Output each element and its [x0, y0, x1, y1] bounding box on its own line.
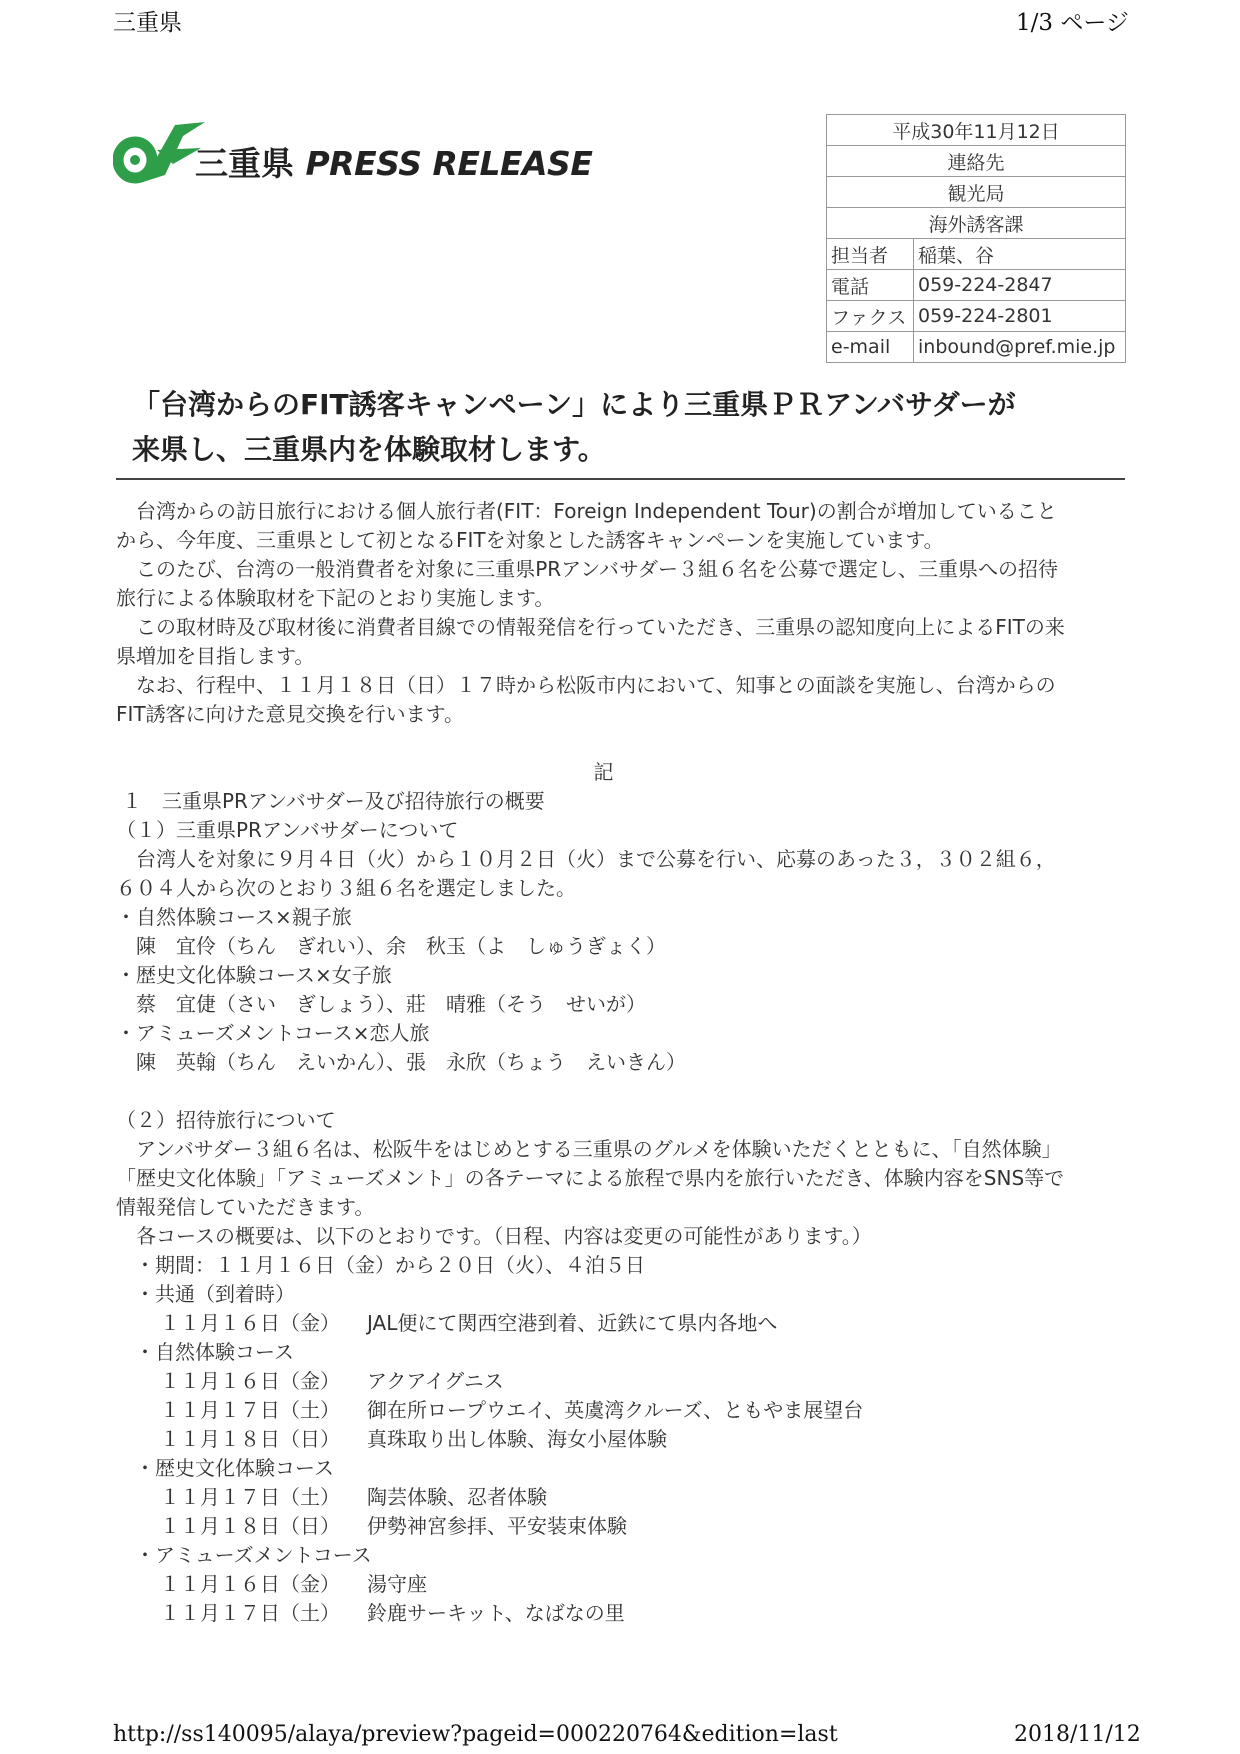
ki-heading: 記	[593, 760, 614, 784]
schedule-item	[116, 1425, 1131, 1454]
schedule-item	[116, 1483, 1131, 1512]
schedule-desc: 真珠取り出し体験、海女小屋体験	[367, 1427, 667, 1451]
contact-division-row	[827, 208, 1126, 239]
schedule-date: １１月１６日（金）	[160, 1369, 340, 1393]
contact-date: 平成30年11月12日	[827, 115, 1126, 146]
contact-email[interactable]: inbound@pref.mie.jp	[914, 332, 1126, 363]
schedule-item	[116, 1570, 1131, 1599]
body-line: 「歴史文化体験」「アミューズメント」の各テーマによる旅程で県内を旅行いただき、体験内容をSNS等で	[116, 1166, 1065, 1190]
section-heading: １ 三重県PRアンバサダー及び招待旅行の概要	[122, 789, 545, 813]
course-name: ・自然体験コース×親子旅	[116, 905, 352, 929]
body-line: 台湾人を対象に９月４日（火）から１０月２日（火）まで公募を行い、応募のあった３，３０２組６，	[116, 847, 1056, 871]
intro-line: なお、行程中、１１月１８日（日）１７時から松阪市内において、知事との面談を実施し、台湾からの	[116, 673, 1056, 697]
contact-value: 059-224-2847	[914, 270, 1126, 301]
course-name: ・歴史文化体験コース×女子旅	[116, 963, 392, 987]
intro-line: この取材時及び取材後に消費者目線での情報発信を行っていただき、三重県の認知度向上によるFITの来	[116, 615, 1065, 639]
schedule-group-name: ・共通（到着時）	[135, 1282, 295, 1306]
contact-key: ファクス	[827, 301, 914, 332]
schedule-item	[116, 1367, 1131, 1396]
schedule-date: １１月１６日（金）	[160, 1572, 340, 1596]
intro-line: FIT誘客に向けた意見交換を行います。	[116, 702, 465, 726]
subsection-heading: （２）招待旅行について	[116, 1108, 336, 1132]
contact-row	[827, 270, 1126, 301]
press-title-line: 「台湾からのFIT誘客キャンペーン」により三重県ＰＲアンバサダーが	[132, 388, 1016, 421]
subsection-heading: （１）三重県PRアンバサダーについて	[116, 818, 459, 842]
course-name: ・アミューズメントコース×恋人旅	[116, 1021, 430, 1045]
schedule-date: １１月１７日（土）	[160, 1601, 340, 1625]
contact-label-row	[827, 146, 1126, 177]
schedule-date: １１月１７日（土）	[160, 1485, 340, 1509]
print-header-org: 三重県	[113, 10, 182, 36]
schedule-date: １１月１６日（金）	[160, 1311, 340, 1335]
body-line: アンバサダー３組６名は、松阪牛をはじめとする三重県のグルメを体験いただくとともに、「自然体験」	[116, 1137, 1062, 1161]
contact-bureau-row	[827, 177, 1126, 208]
body-line: 各コースの概要は、以下のとおりです。（日程、内容は変更の可能性があります。）	[116, 1224, 872, 1248]
contact-row	[827, 301, 1126, 332]
schedule-item	[116, 1309, 1131, 1338]
course-members: 陳 英翰（ちん えいかん）、張 永欣（ちょう えいきん）	[116, 1050, 686, 1074]
print-footer-url[interactable]: http://ss140095/alaya/preview?pageid=000220764&edition=last	[113, 1722, 838, 1747]
schedule-desc: 湯守座	[367, 1572, 427, 1596]
schedule-desc: 伊勢神宮参拝、平安装束体験	[367, 1514, 627, 1538]
schedule-desc: JAL便にて関西空港到着、近鉄にて県内各地へ	[367, 1311, 778, 1335]
period-line: ・期間：１１月１６日（金）から２０日（火）、４泊５日	[135, 1253, 645, 1277]
contact-value: 稲葉、谷	[914, 239, 1126, 270]
schedule-desc: アクアイグニス	[367, 1369, 504, 1393]
schedule-date: １１月１８日（日）	[160, 1514, 340, 1538]
contact-division: 海外誘客課	[827, 208, 1126, 239]
print-header-page: 1/3 ページ	[1016, 10, 1129, 36]
schedule-desc: 陶芸体験、忍者体験	[367, 1485, 547, 1509]
intro-line: 県増加を目指します。	[116, 644, 315, 668]
body-line: 情報発信していただきます。	[116, 1195, 375, 1219]
schedule-desc: 御在所ロープウエイ、英虞湾クルーズ、ともやま展望台	[367, 1398, 864, 1422]
intro-line: このたび、台湾の一般消費者を対象に三重県PRアンバサダー３組６名を公募で選定し、三重県への招待	[116, 557, 1058, 581]
schedule-item	[116, 1396, 1131, 1425]
print-footer-date: 2018/11/12	[1014, 1722, 1141, 1747]
schedule-item	[116, 1512, 1131, 1541]
contact-table	[826, 114, 1126, 363]
schedule-date: １１月１７日（土）	[160, 1398, 340, 1422]
contact-key: 担当者	[827, 239, 914, 270]
schedule-group-name: ・歴史文化体験コース	[135, 1456, 334, 1480]
schedule-desc: 鈴鹿サーキット、なばなの里	[367, 1601, 625, 1625]
logo-press-release: PRESS RELEASE	[305, 144, 593, 183]
contact-bureau: 観光局	[827, 177, 1126, 208]
title-divider	[116, 478, 1125, 480]
press-body	[116, 497, 1131, 1628]
body-line: ６０４人から次のとおり３組６名を選定しました。	[116, 876, 576, 900]
schedule-group-name: ・アミューズメントコース	[135, 1543, 372, 1567]
course-members: 蔡 宜倢（さい ぎしょう）、莊 晴雅（そう せいが）	[116, 992, 646, 1016]
contact-date-row	[827, 115, 1126, 146]
schedule-group-name: ・自然体験コース	[135, 1340, 294, 1364]
logo-text	[195, 138, 592, 185]
contact-label: 連絡先	[827, 146, 1126, 177]
contact-key: 電話	[827, 270, 914, 301]
course-members: 陳 宜伶（ちん ぎれい）、余 秋玉（よ しゅうぎょく）	[116, 934, 666, 958]
press-title	[132, 382, 1016, 472]
mie-logo-icon	[113, 120, 208, 192]
contact-key: e-mail	[827, 332, 914, 363]
press-title-line: 来県し、三重県内を体験取材します。	[132, 433, 606, 466]
intro-line: 台湾からの訪日旅行における個人旅行者(FIT：Foreign Independent Tour)の割合が増加していること	[116, 499, 1057, 523]
contact-value: 059-224-2801	[914, 301, 1126, 332]
contact-row	[827, 239, 1126, 270]
schedule-date: １１月１８日（日）	[160, 1427, 340, 1451]
logo-pref-name: 三重県	[195, 144, 294, 183]
contact-row	[827, 332, 1126, 363]
schedule-item	[116, 1599, 1131, 1628]
intro-line: 旅行による体験取材を下記のとおり実施します。	[116, 586, 555, 610]
press-release-logo	[113, 120, 593, 195]
intro-line: から、今年度、三重県として初となるFITを対象とした誘客キャンペーンを実施しています。	[116, 528, 944, 552]
